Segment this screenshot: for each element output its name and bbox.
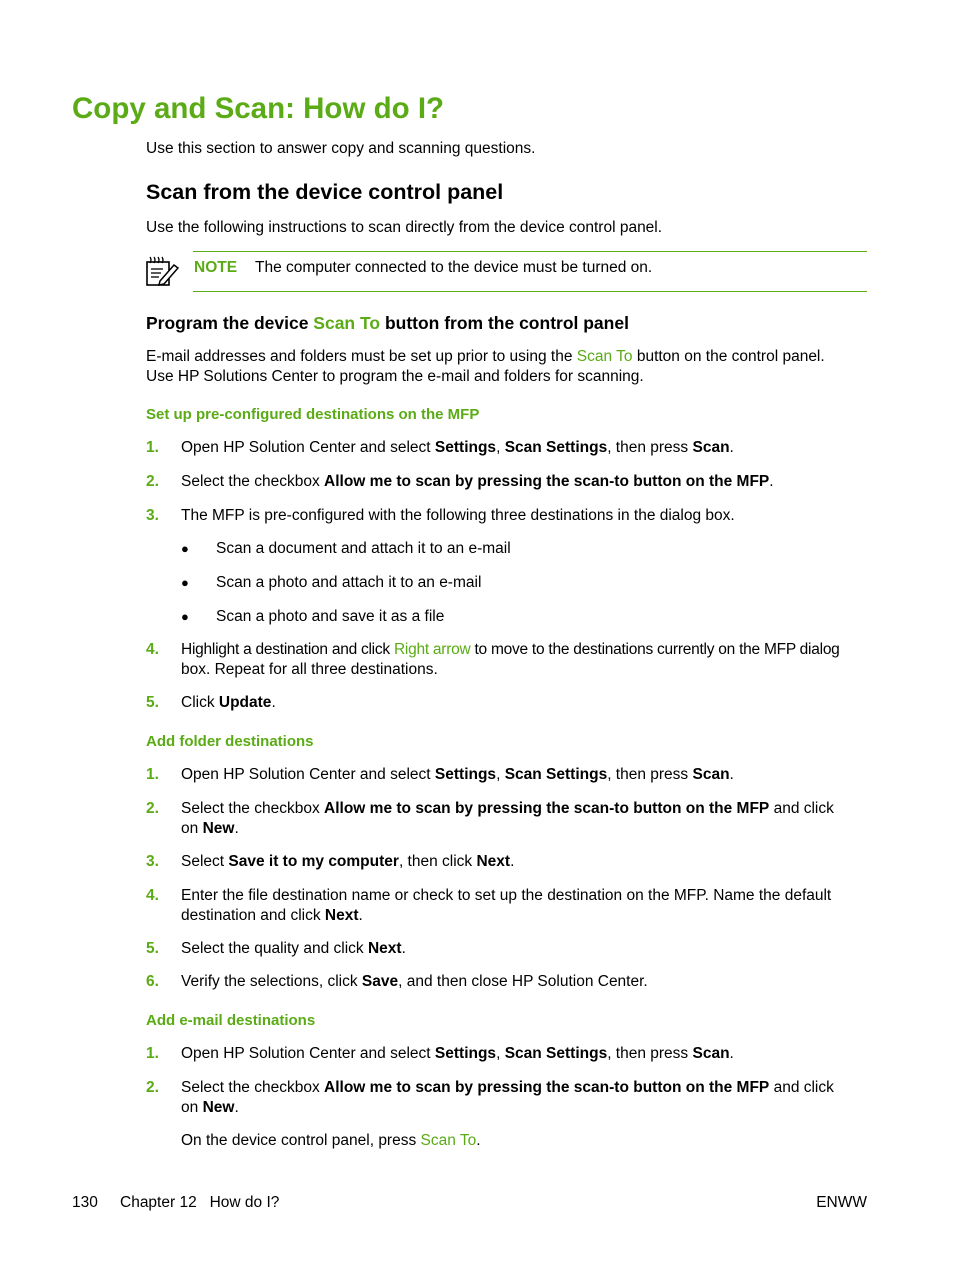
subsection-heading: Program the device Scan To button from the control panel [146, 313, 629, 333]
step-text: Select the checkbox Allow me to scan by pressing the scan-to button on the MFP and click on New. [181, 800, 834, 837]
step-text: Click Update. [181, 694, 276, 711]
email-heading: Add e-mail destinations [146, 1012, 316, 1029]
page-title: Copy and Scan: How do I? [72, 92, 445, 125]
step-number: 5. [146, 694, 159, 711]
footer-right: ENWW [816, 1194, 867, 1211]
step-text: Open HP Solution Center and select Settings, Scan Settings, then press Scan. [181, 439, 734, 456]
note-label: NOTE [194, 259, 238, 276]
step-number: 4. [146, 641, 159, 658]
step-number: 3. [146, 853, 159, 870]
note-icon [144, 254, 180, 288]
page-number: 130 [72, 1194, 98, 1211]
step-text: Open HP Solution Center and select Settings, Scan Settings, then press Scan. [181, 1045, 734, 1062]
step-number: 1. [146, 766, 159, 783]
right-arrow-link: Right arrow [393, 641, 471, 658]
note-text: The computer connected to the device must be turned on. [255, 259, 653, 276]
step-number: 1. [146, 439, 159, 456]
step-text: Select the checkbox Allow me to scan by pressing the scan-to button on the MFP. [181, 473, 774, 490]
step-text: Enter the file destination name or check to set up the destination on the MFP. Name the default destination and click Next. [181, 887, 832, 924]
scan-to-link: Scan To [420, 1132, 477, 1149]
step-text: The MFP is pre-configured with the following three destinations in the dialog box. [181, 507, 735, 524]
scan-to-link: Scan To [576, 348, 633, 365]
subsection-paragraph: E-mail addresses and folders must be set up prior to using the Scan To button on the control panel. Use HP Solutions Center to program the e-mail and folders for scanning. [146, 348, 825, 385]
step-text: Select the checkbox Allow me to scan by pressing the scan-to button on the MFP and click on New. [181, 1079, 834, 1116]
step-text: Select Save it to my computer, then click Next. [181, 853, 515, 870]
bullet-icon: ● [181, 609, 189, 624]
note-top-rule [193, 251, 867, 252]
step-number: 6. [146, 973, 159, 990]
bullet-icon: ● [181, 541, 189, 556]
setup-heading: Set up pre-configured destinations on the MFP [146, 406, 480, 423]
list-item: Scan a document and attach it to an e-mail [216, 540, 511, 557]
folder-heading: Add folder destinations [146, 733, 314, 750]
step-followup: On the device control panel, press Scan To. [181, 1132, 481, 1149]
step-number: 3. [146, 507, 159, 524]
step-number: 2. [146, 1079, 159, 1096]
step-text: Verify the selections, click Save, and then close HP Solution Center. [181, 973, 648, 990]
step-number: 5. [146, 940, 159, 957]
step-text: Open HP Solution Center and select Settings, Scan Settings, then press Scan. [181, 766, 734, 783]
step-number: 1. [146, 1045, 159, 1062]
intro-text: Use this section to answer copy and scanning questions. [146, 140, 536, 157]
list-item: Scan a photo and attach it to an e-mail [216, 574, 482, 591]
bullet-icon: ● [181, 575, 189, 590]
step-text: Highlight a destination and click Right arrow to move to the destinations currently on the MFP dialog box. Repeat for all three destinations. [181, 641, 840, 678]
step-text: Select the quality and click Next. [181, 940, 406, 957]
section-intro: Use the following instructions to scan directly from the device control panel. [146, 219, 663, 236]
note-bottom-rule [193, 291, 867, 292]
step-number: 4. [146, 887, 159, 904]
section-heading: Scan from the device control panel [146, 180, 504, 204]
footer-chapter: Chapter 12 How do I? [120, 1194, 280, 1211]
scan-to-link: Scan To [313, 313, 381, 333]
step-number: 2. [146, 800, 159, 817]
list-item: Scan a photo and save it as a file [216, 608, 445, 625]
step-number: 2. [146, 473, 159, 490]
